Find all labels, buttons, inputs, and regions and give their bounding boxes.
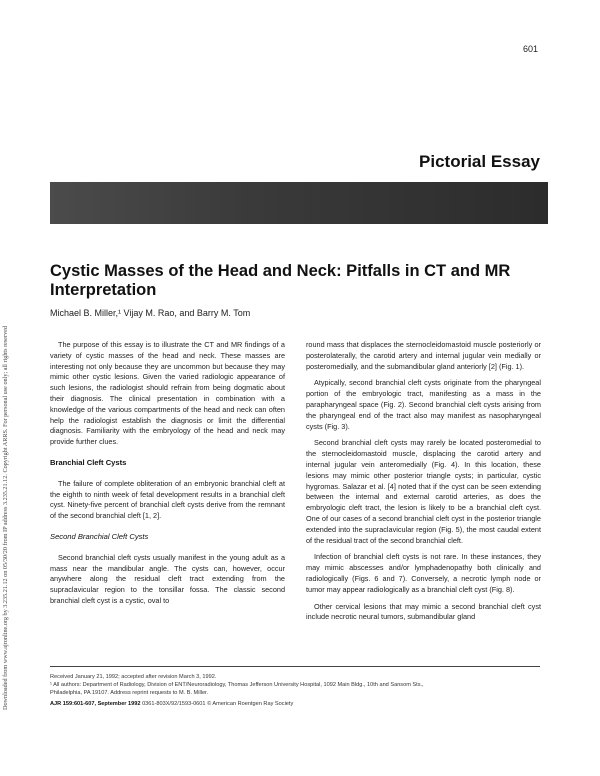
- atypical-paragraph: Atypically, second branchial cleft cysts originate from the pharyngeal portion of the embryologic tract, manifesting as a mass in the parapharyngeal space (Fig. 2). Second branchial cleft cysts arising from the pharyngeal end of the tract also may manifest as nasopharyngeal cysts (Fig. 3).: [306, 378, 541, 431]
- affiliation-note: ¹ All authors: Department of Radiology, Division of ENT/Neuroradiology, Thomas Jefferson University Hospital, 1092 Main Bldg., 10th and Sansom Sts.,: [50, 682, 424, 688]
- footnote-rule: [50, 666, 540, 667]
- second-branchial-paragraph: Second branchial cleft cysts usually manifest in the young adult as a mass near the mandibular angle. The cysts can, however, occur anywhere along the residual cleft tract extending from the supraclavicular region to the tonsillar fossa. The classic second branchial cleft cyst is a cystic, oval to: [50, 552, 285, 605]
- posteromedial-paragraph: Second branchial cleft cysts may rarely be located posteromedial to the sternocleidomastoid muscle, displacing the carotid artery and internal jugular vein anteromedially (Fig. 4). In this location, these lesions may mimic other posterior triangle cysts; in particular, cystic hygromas. Salazar et al. [4] noted that if the cyst can be seen extending between the internal and external carotid arteries, as does the embryologic cleft tract, the lesion is likely to be a branchial cleft cyst. One of our cases of a second branchial cleft cyst in the posterior triangle extended into the supraclavicular region (Fig. 5), the most caudal extent of the residual tract of the second branchial cleft.: [306, 438, 541, 545]
- mimic-paragraph: Other cervical lesions that may mimic a second branchial cleft cyst include necrotic neural tumors, submandibular gland: [306, 601, 541, 622]
- article-authors: Michael B. Miller,¹ Vijay M. Rao, and Barry M. Tom: [50, 308, 251, 318]
- footnotes: [50, 666, 540, 708]
- received-note: Received January 21, 1992; accepted after revision March 3, 1992.: [50, 674, 217, 680]
- heading-branchial-cleft-cysts: Branchial Cleft Cysts: [50, 457, 127, 467]
- citation-rest: 0361-803X/92/1593-0601 © American Roentgen Ray Society: [142, 701, 294, 707]
- continued-paragraph: round mass that displaces the sternocleidomastoid muscle posteriorly or posterolaterally, the carotid artery and internal jugular vein medially or posteromedially, and the submandibular gland anteriorly [2] (Fig. 1).: [306, 340, 541, 371]
- section-title: Pictorial Essay: [419, 152, 540, 171]
- page-number: 601: [522, 44, 538, 54]
- article-title: Cystic Masses of the Head and Neck: Pitfalls in CT and MR Interpretation: [50, 262, 511, 299]
- citation-journal: AJR 159:601-607, September 1992: [50, 701, 141, 707]
- affiliation-note-cont: Philadelphia, PA 19107. Address reprint requests to M. B. Miller.: [50, 690, 209, 696]
- heading-second-branchial-cleft-cysts: Second Branchial Cleft Cysts: [50, 531, 149, 541]
- right-column: [306, 340, 541, 629]
- intro-paragraph: The purpose of this essay is to illustrate the CT and MR findings of a variety of cystic masses of the head and neck. These masses are interesting not only because they are uncommon but because they may mimic other cystic lesions. Given the varied radiologic appearance of such lesions, the radiologist should refrain from being dogmatic about their diagnosis. The clinical presentation in combination with a knowledge of the various compartments of the head and neck can often help the radiologist establish the diagnosis or limit the differential diagnosis. Familiarity with the embryology of the head and neck may provide further clues.: [50, 340, 285, 447]
- left-column: [50, 340, 285, 617]
- infection-paragraph: Infection of branchial cleft cysts is not rare. In these instances, they may mimic abscesses and/or lymphadenopathy both clinically and radiologically (Figs. 6 and 7). Conversely, a necrotic lymph node or tumor may appear radiologically as a branchial cleft cyst (Fig. 8).: [306, 552, 541, 594]
- header-band: [50, 182, 548, 224]
- branchial-paragraph: The failure of complete obliteration of an embryonic branchial cleft at the eighth to ninth week of fetal development results in a branchial cleft cyst. Ninety-five percent of branchial cleft cysts derive from the remnant of the second branchial cleft [1, 2].: [50, 478, 285, 521]
- journal-citation: [50, 700, 540, 708]
- download-watermark: Downloaded from www.ajronline.org by 3.235.21.12 on 05/30/20 from IP address 3.235.21.12. Copyright ARRS. For personal use only; all rights reserved: [2, 325, 9, 710]
